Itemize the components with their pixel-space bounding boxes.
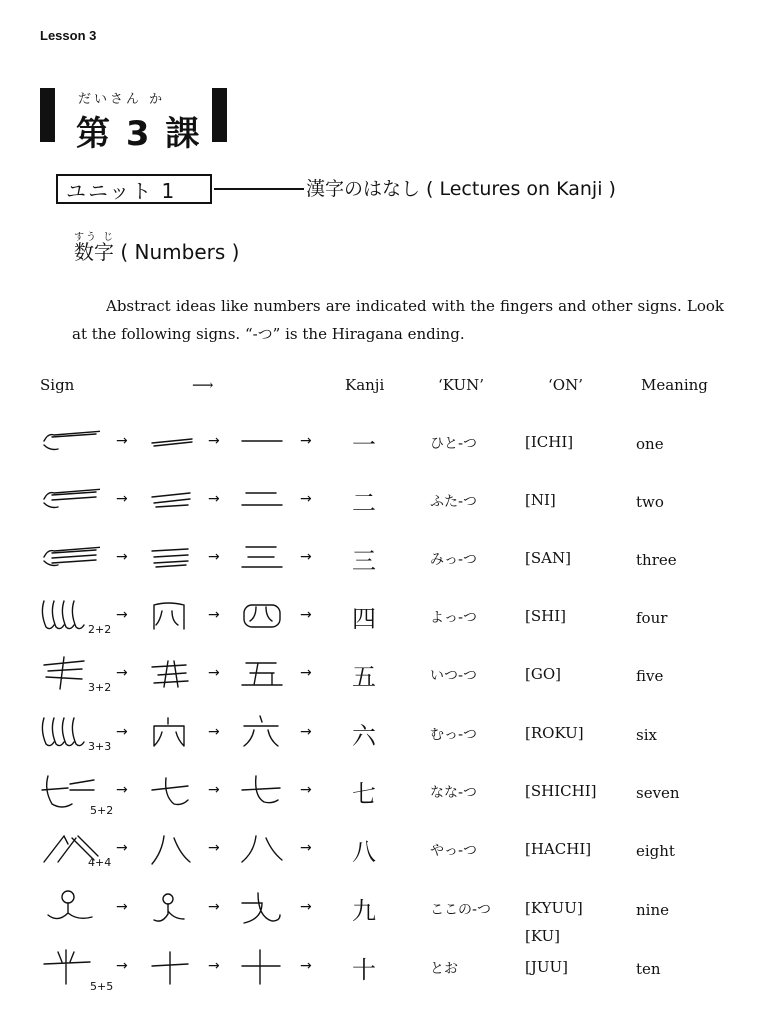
chapter-title: 第 3 課 (76, 114, 202, 154)
meaning: one (636, 435, 664, 453)
finger-count-hint: 3+3 (88, 740, 112, 753)
sign-stage-2-sketch (146, 830, 196, 872)
arrow-icon: → (208, 724, 220, 740)
meaning: three (636, 551, 677, 569)
intro-paragraph: Abstract ideas like numbers are indicated with the fingers and other signs. Look at the following signs. “-つ” is the Hiragana ending. (72, 297, 724, 343)
column-on: ‘ON’ (548, 376, 583, 394)
arrow-icon: → (116, 665, 128, 681)
on-reading: [SAN] (525, 549, 571, 567)
hand-sign-sketch (38, 421, 100, 467)
kanji-character: 六 (352, 722, 376, 750)
sign-stage-2-sketch (146, 889, 196, 931)
on-reading: [SHI] (525, 607, 566, 625)
kun-reading: みっ-つ (430, 552, 478, 568)
sign-stage-3-sketch (236, 655, 286, 697)
arrow-icon: → (208, 607, 220, 623)
on-reading: [HACHI] (525, 840, 592, 858)
column-kanji: Kanji (345, 376, 385, 394)
kanji-character: 四 (352, 605, 376, 633)
meaning: five (636, 667, 664, 685)
lesson-label: Lesson 3 (40, 28, 97, 43)
sign-stage-2-sketch (146, 597, 196, 639)
kun-reading: ここの-つ (430, 902, 492, 918)
arrow-icon: → (208, 549, 220, 565)
finger-count-hint: 5+5 (90, 980, 114, 993)
on-reading: [ROKU] (525, 724, 584, 742)
hand-sign-sketch (38, 887, 100, 933)
arrow-icon: → (208, 840, 220, 856)
sign-stage-2-sketch (146, 539, 196, 581)
sign-stage-3-sketch (236, 539, 286, 581)
unit-connector (214, 188, 304, 190)
finger-count-hint: 5+2 (90, 804, 114, 817)
on-reading: [GO] (525, 665, 561, 683)
kanji-character: 一 (352, 431, 376, 459)
kanji-character: 二 (352, 489, 376, 517)
meaning: eight (636, 842, 675, 860)
section-title: 数字 ( Numbers ) (74, 240, 240, 264)
arrow-icon: → (300, 491, 312, 507)
hand-sign-sketch (38, 537, 100, 583)
table-row (0, 950, 768, 1008)
column-sign: Sign (40, 376, 75, 394)
arrow-icon: → (300, 958, 312, 974)
arrow-icon: → (208, 899, 220, 915)
sign-stage-2-sketch (146, 481, 196, 523)
kun-reading: よっ-つ (430, 610, 478, 626)
sign-stage-2-sketch (146, 423, 196, 465)
kun-reading: ふた-つ (430, 494, 478, 510)
table-row (0, 425, 768, 483)
arrow-icon: → (300, 724, 312, 740)
sign-stage-3-sketch (236, 714, 286, 756)
arrow-icon: → (116, 840, 128, 856)
arrow-icon: → (208, 958, 220, 974)
meaning: six (636, 726, 657, 744)
unit-label: ユニット 1 (56, 174, 212, 204)
sign-stage-3-sketch (236, 772, 286, 814)
sign-stage-3-sketch (236, 597, 286, 639)
kanji-character: 九 (352, 897, 376, 925)
sign-stage-2-sketch (146, 714, 196, 756)
table-row (0, 599, 768, 657)
table-row (0, 774, 768, 832)
sign-stage-2-sketch (146, 655, 196, 697)
sign-stage-2-sketch (146, 948, 196, 990)
kanji-character: 十 (352, 956, 376, 984)
kanji-character: 八 (352, 838, 376, 866)
sign-stage-3-sketch (236, 481, 286, 523)
arrow-icon: → (300, 840, 312, 856)
table-row (0, 832, 768, 890)
on-reading: [JUU] (525, 958, 569, 976)
meaning: seven (636, 784, 680, 802)
sign-stage-3-sketch (236, 889, 286, 931)
finger-count-hint: 4+4 (88, 856, 112, 869)
arrow-icon: → (300, 433, 312, 449)
on-reading: [SHICHI] (525, 782, 597, 800)
chapter-bar-right (212, 88, 227, 142)
arrow-icon: → (116, 724, 128, 740)
table-row (0, 541, 768, 599)
arrow-icon: → (208, 782, 220, 798)
sign-stage-3-sketch (236, 948, 286, 990)
on-reading: [KYUU] (525, 899, 583, 917)
sign-stage-2-sketch (146, 772, 196, 814)
meaning: four (636, 609, 668, 627)
chapter-ruby: だいさん か (78, 92, 166, 107)
unit-title: 漢字のはなし ( Lectures on Kanji ) (306, 178, 616, 200)
arrow-icon: → (116, 549, 128, 565)
meaning: ten (636, 960, 661, 978)
meaning: two (636, 493, 664, 511)
table-row (0, 657, 768, 715)
on-reading: [NI] (525, 491, 556, 509)
section-ruby: すう じ (74, 232, 116, 243)
kanji-character: 三 (352, 547, 376, 575)
column-meaning: Meaning (641, 376, 708, 394)
kanji-character: 七 (352, 780, 376, 808)
hand-sign-sketch (38, 479, 100, 525)
table-row (0, 891, 768, 949)
column-arrow: ⟶ (192, 376, 214, 394)
chapter-bar-left (40, 88, 55, 142)
arrow-icon: → (116, 491, 128, 507)
kun-reading: ひと-つ (430, 436, 478, 452)
arrow-icon: → (116, 433, 128, 449)
finger-count-hint: 2+2 (88, 623, 112, 636)
table-row (0, 483, 768, 541)
kun-reading: むっ-つ (430, 727, 478, 743)
kun-reading: いつ-つ (430, 668, 478, 684)
on-reading: [ICHI] (525, 433, 574, 451)
arrow-icon: → (300, 607, 312, 623)
arrow-icon: → (300, 549, 312, 565)
arrow-icon: → (300, 782, 312, 798)
arrow-icon: → (116, 607, 128, 623)
kanji-character: 五 (352, 663, 376, 691)
on-reading-alt: [KU] (525, 927, 561, 945)
arrow-icon: → (208, 491, 220, 507)
arrow-icon: → (208, 433, 220, 449)
kun-reading: なな-つ (430, 785, 478, 801)
kun-reading: とお (430, 961, 458, 977)
finger-count-hint: 3+2 (88, 681, 112, 694)
sign-stage-3-sketch (236, 423, 286, 465)
column-kun: ‘KUN’ (438, 376, 484, 394)
arrow-icon: → (300, 665, 312, 681)
arrow-icon: → (116, 899, 128, 915)
table-row (0, 716, 768, 774)
meaning: nine (636, 901, 669, 919)
arrow-icon: → (300, 899, 312, 915)
kun-reading: やっ-つ (430, 843, 478, 859)
arrow-icon: → (116, 958, 128, 974)
arrow-icon: → (116, 782, 128, 798)
arrow-icon: → (208, 665, 220, 681)
sign-stage-3-sketch (236, 830, 286, 872)
